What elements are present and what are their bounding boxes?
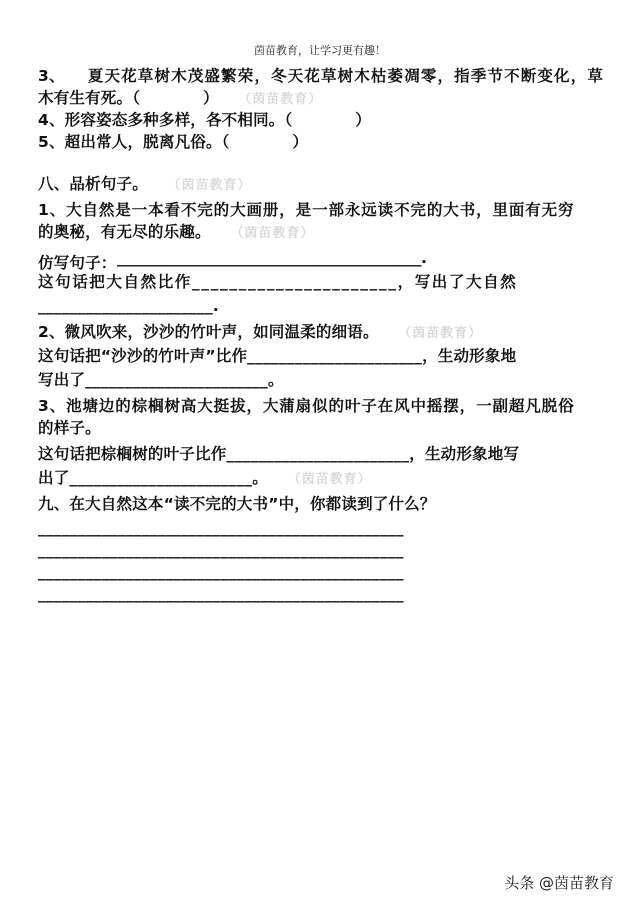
imitate-line: [38, 248, 567, 273]
sentence-3-question-line-1: [38, 444, 519, 464]
sentence-1-question: 这句话把大自然比作______________________，写出了大自然: [38, 273, 518, 291]
item-4-text: 4、形容姿态多种多样，各不相同。（ ）: [38, 111, 371, 129]
item-4: [38, 110, 371, 130]
item-3-number: 3、: [38, 67, 65, 85]
sentence-1-text-cont: 的奥秘，有无尽的乐趣。: [38, 223, 211, 241]
section-9-answer-line-4[interactable]: [38, 584, 404, 604]
page-header: 茵苗教育，让学习更有趣！: [254, 44, 386, 57]
watermark-text: （茵苗教育）: [398, 326, 483, 341]
answer-line[interactable]: ______________________________________________: [38, 563, 404, 581]
section-8-title-line: [38, 174, 252, 196]
sentence-2-question-line-2: [38, 370, 284, 390]
footer-credit: 头条 @茵苗教育: [504, 874, 614, 892]
sentence-3-question-line-2: [38, 468, 372, 490]
section-9-title: 九、在大自然这本“读不完的大书”中，你都读到了什么？: [38, 495, 436, 513]
item-5-text: 5、超出常人，脱离凡俗。（ ）: [38, 133, 309, 151]
sentence-3-text-cont: 的样子。: [38, 419, 101, 437]
sentence-1-line-1: [38, 200, 575, 220]
sentence-3-answer-blank[interactable]: 出了_______________________。: [38, 469, 268, 487]
sentence-2-question-line-1: [38, 346, 516, 366]
sentence-3-line-1: [38, 396, 575, 416]
sentence-2-line: [38, 322, 482, 344]
watermark-text: （茵苗教育）: [167, 178, 252, 193]
section-9-answer-line-2[interactable]: [38, 540, 404, 560]
sentence-1-text: 1、大自然是一本看不完的大画册，是一部永远读不完的大书，里面有无穷: [38, 201, 575, 219]
item-3-line-2: [38, 88, 322, 110]
answer-line[interactable]: ______________________________________________: [38, 585, 404, 603]
imitate-label: 仿写句子：: [38, 254, 117, 272]
sentence-1-line-2: [38, 222, 314, 244]
section-9-answer-line-3[interactable]: [38, 562, 404, 582]
section-8-title: 八、品析句子。: [38, 175, 148, 193]
watermark-text: （茵苗教育）: [230, 226, 315, 241]
item-3-text: 夏天花草树木茂盛繁荣，冬天花草树木枯萎凋零，指季节不断变化，草: [87, 67, 604, 85]
sentence-1-answer-blank[interactable]: ______________________.: [38, 297, 219, 315]
section-9-title-line: [38, 494, 436, 514]
section-9-answer-line-1[interactable]: [38, 518, 404, 538]
sentence-2-text: 2、微风吹来，沙沙的竹叶声，如同温柔的细语。: [38, 323, 379, 341]
answer-line[interactable]: ______________________________________________: [38, 541, 404, 559]
item-3-line-1: [38, 66, 604, 86]
sentence-1-question-line-1: [38, 272, 517, 292]
sentence-3-text: 3、池塘边的棕榈树高大挺拔，大蒲扇似的叶子在风中摇摆，一副超凡脱俗: [38, 397, 575, 415]
sentence-3-line-2: [38, 418, 101, 438]
imitate-answer-blank[interactable]: __________________________________________.: [116, 249, 427, 267]
sentence-1-question-line-2: [38, 296, 219, 316]
watermark-text: （茵苗教育）: [287, 472, 372, 487]
sentence-2-answer-blank[interactable]: 写出了_______________________。: [38, 371, 284, 389]
sentence-3-question: 这句话把棕榈树的叶子比作_______________________，生动形象地写: [38, 445, 520, 463]
watermark-text: （茵苗教育）: [238, 92, 323, 107]
item-3-answer: 木有生有死。（ ）: [38, 89, 219, 107]
sentence-2-question: 这句话把“沙沙的竹叶声”比作______________________，生动形象地: [38, 347, 517, 365]
item-5: [38, 132, 308, 152]
answer-line[interactable]: ______________________________________________: [38, 519, 404, 537]
